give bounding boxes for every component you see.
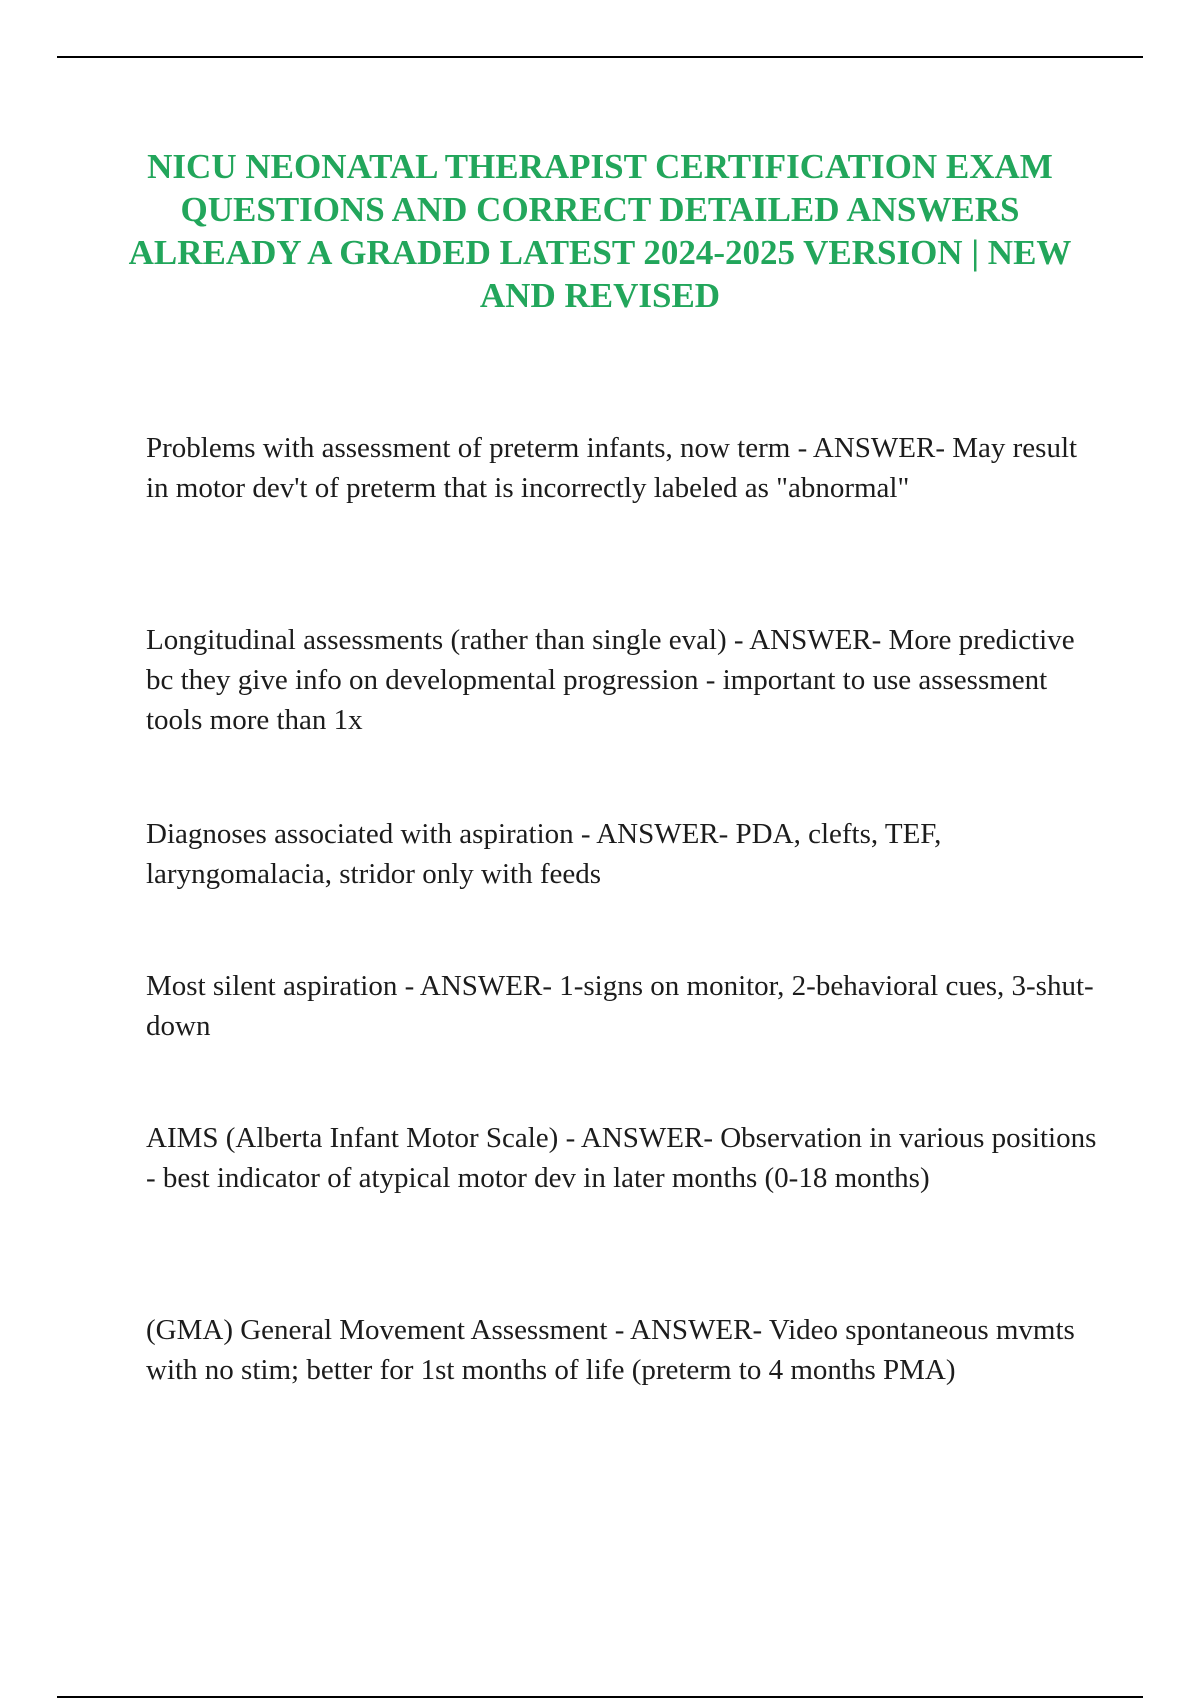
top-divider: [57, 56, 1143, 58]
qa-item: Most silent aspiration - ANSWER- 1-signs on monitor, 2-behavioral cues, 3-shut-down: [146, 970, 1094, 1042]
qa-item: Longitudinal assessments (rather than single eval) - ANSWER- More predictive bc they give info on developmental progression - important to use assessment tools more than 1x: [146, 624, 1075, 736]
qa-item: Problems with assessment of preterm infants, now term - ANSWER- May result in motor dev't of preterm that is incorrectly labeled as "abnormal": [146, 432, 1078, 504]
bottom-divider: [57, 1696, 1143, 1698]
qa-item: (GMA) General Movement Assessment - ANSWER- Video spontaneous mvmts with no stim; better for 1st months of life (preterm to 4 months PMA): [146, 1314, 1075, 1386]
qa-item: Diagnoses associated with aspiration - ANSWER- PDA, clefts, TEF, laryngomalacia, stridor only with feeds: [146, 818, 942, 890]
document-title: NICU NEONATAL THERAPIST CERTIFICATION EXAM QUESTIONS AND CORRECT DETAILED ANSWERS ALREADY A GRADED LATEST 2024-2025 VERSION | NEW AND REVISED: [128, 147, 1072, 315]
qa-item: AIMS (Alberta Infant Motor Scale) - ANSWER- Observation in various positions - best indicator of atypical motor dev in later months (0-18 months): [146, 1122, 1097, 1194]
